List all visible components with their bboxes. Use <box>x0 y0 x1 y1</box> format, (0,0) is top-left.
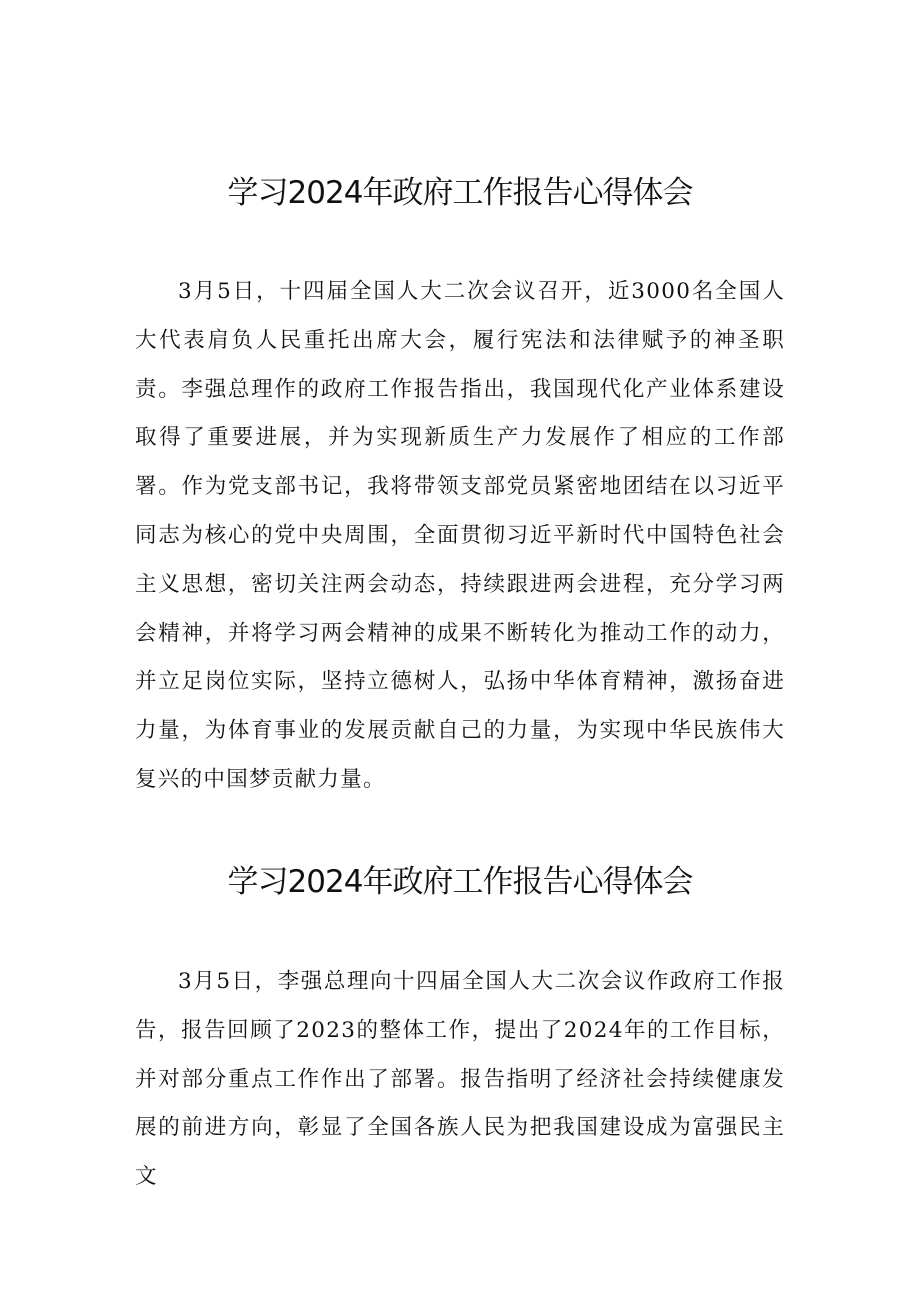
body-paragraph: 3月5日，李强总理向十四届全国人大二次会议作政府工作报告，报告回顾了2023的整体工作，提出了2024年的工作目标，并对部分重点工作作出了部署。报告指明了经济社会持续健康发展的前进方向，彰显了全国各族人民为把我国建设成为富强民主文 <box>135 969 785 1190</box>
section-body <box>135 268 785 805</box>
section-body <box>135 958 785 1202</box>
section-title: 学习2024年政府工作报告心得体会 <box>227 864 693 900</box>
section-title: 学习2024年政府工作报告心得体会 <box>227 175 693 211</box>
body-paragraph: 3月5日，十四届全国人大二次会议召开，近3000名全国人大代表肩负人民重托出席大会，履行宪法和法律赋予的神圣职责。李强总理作的政府工作报告指出，我国现代化产业体系建设取得了重要进展，并为实现新质生产力发展作了相应的工作部署。作为党支部书记，我将带领支部党员紧密地团结在以习近平同志为核心的党中央周围，全面贯彻习近平新时代中国特色社会主义思想，密切关注两会动态，持续跟进两会进程，充分学习两会精神，并将学习两会精神的成果不断转化为推动工作的动力，并立足岗位实际，坚持立德树人，弘扬中华体育精神，激扬奋进力量，为体育事业的发展贡献自己的力量，为实现中华民族伟大复兴的中国梦贡献力量。 <box>135 279 785 792</box>
